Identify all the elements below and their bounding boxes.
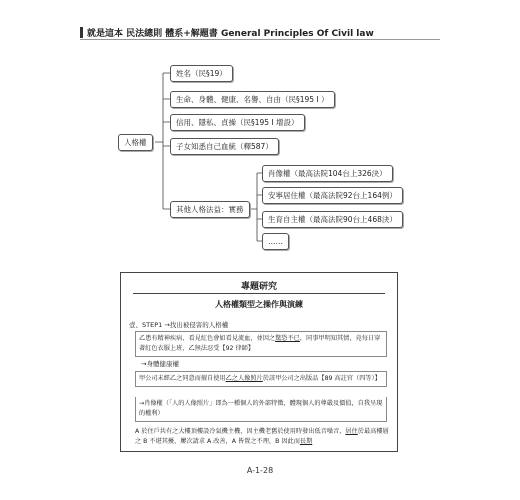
topic-title-rule <box>133 293 385 294</box>
case1-text-a: 乙患有精神疾病，看見紅色會如看見流血，並因之 <box>139 335 276 342</box>
root-connector <box>155 73 170 209</box>
case2-text-a: 甲公司未經乙之同意而擅自使用 <box>139 375 226 382</box>
book-title: 就是這本 民法總則 體系+解題書 General Principles Of Civil law <box>87 29 374 39</box>
node-other-interests: 其他人格法益：實務 <box>170 201 250 218</box>
case2-underlined: 乙之人像照片 <box>225 375 263 382</box>
node-credit-privacy: 信用、隱私、貞操（民§195 I 增設） <box>170 114 305 131</box>
special-topic-box <box>120 272 398 452</box>
node-blood-lineage: 子女知悉自己血統（釋587） <box>170 138 279 155</box>
node-name-right: 姓名（民§19） <box>170 65 233 82</box>
case1-underlined: 驚恐不已 <box>275 335 300 342</box>
case-card-2 <box>135 371 387 387</box>
case1-result: →身體健康權 <box>141 360 179 368</box>
case3-text-b: 於最高樓層之 B 不堪其擾，屢次請求 A 改善，A 皆置之不理，B 因此而 <box>135 428 389 445</box>
node-reproductive-autonomy: 生育自主權（最高法院90台上468決） <box>262 211 403 228</box>
practice-connector <box>250 173 262 241</box>
case3-paragraph <box>135 427 389 447</box>
case3-text-a: A 於住戶共有之大樓頂樓設冷氣機主機，因主機老舊於使用時發出低音噪音， <box>135 428 346 435</box>
step-heading: 壹、STEP1 →找出被侵害的人格權 <box>129 321 229 329</box>
case2-result: →肖像權（「人的人像照片」即為一種個人的外部特徵，體現個人的尊嚴及價值，自我呈現的權利） <box>139 400 383 417</box>
topic-subtitle: 人格權類型之操作與演練 <box>215 300 303 309</box>
case-card-1 <box>135 331 387 357</box>
node-portrait-right: 肖像權（最高法院104台上326決） <box>262 165 393 182</box>
case3-underlined-1: 居住 <box>345 428 358 435</box>
root-node: 人格權 <box>118 134 153 151</box>
case2-result-card <box>135 397 387 422</box>
page-number: A-1-28 <box>246 466 274 475</box>
node-life-body-rights: 生命、身體、健康、名譽、自由（民§195 I ） <box>170 91 335 108</box>
topic-title: 專題研究 <box>240 282 277 292</box>
case1-text-b: ，同事甲明知其情，竟每日穿著紅色衣服上班，乙無法忍受【92 律師】 <box>139 335 381 352</box>
case2-text-b: 於該甲公司之出版品【89 高註官（四等）】 <box>262 375 381 382</box>
node-peaceful-living: 安寧居住權（最高法院92台上164例） <box>262 187 403 204</box>
node-more: …… <box>262 233 289 250</box>
case3-underlined-2: 長期 <box>299 438 313 445</box>
